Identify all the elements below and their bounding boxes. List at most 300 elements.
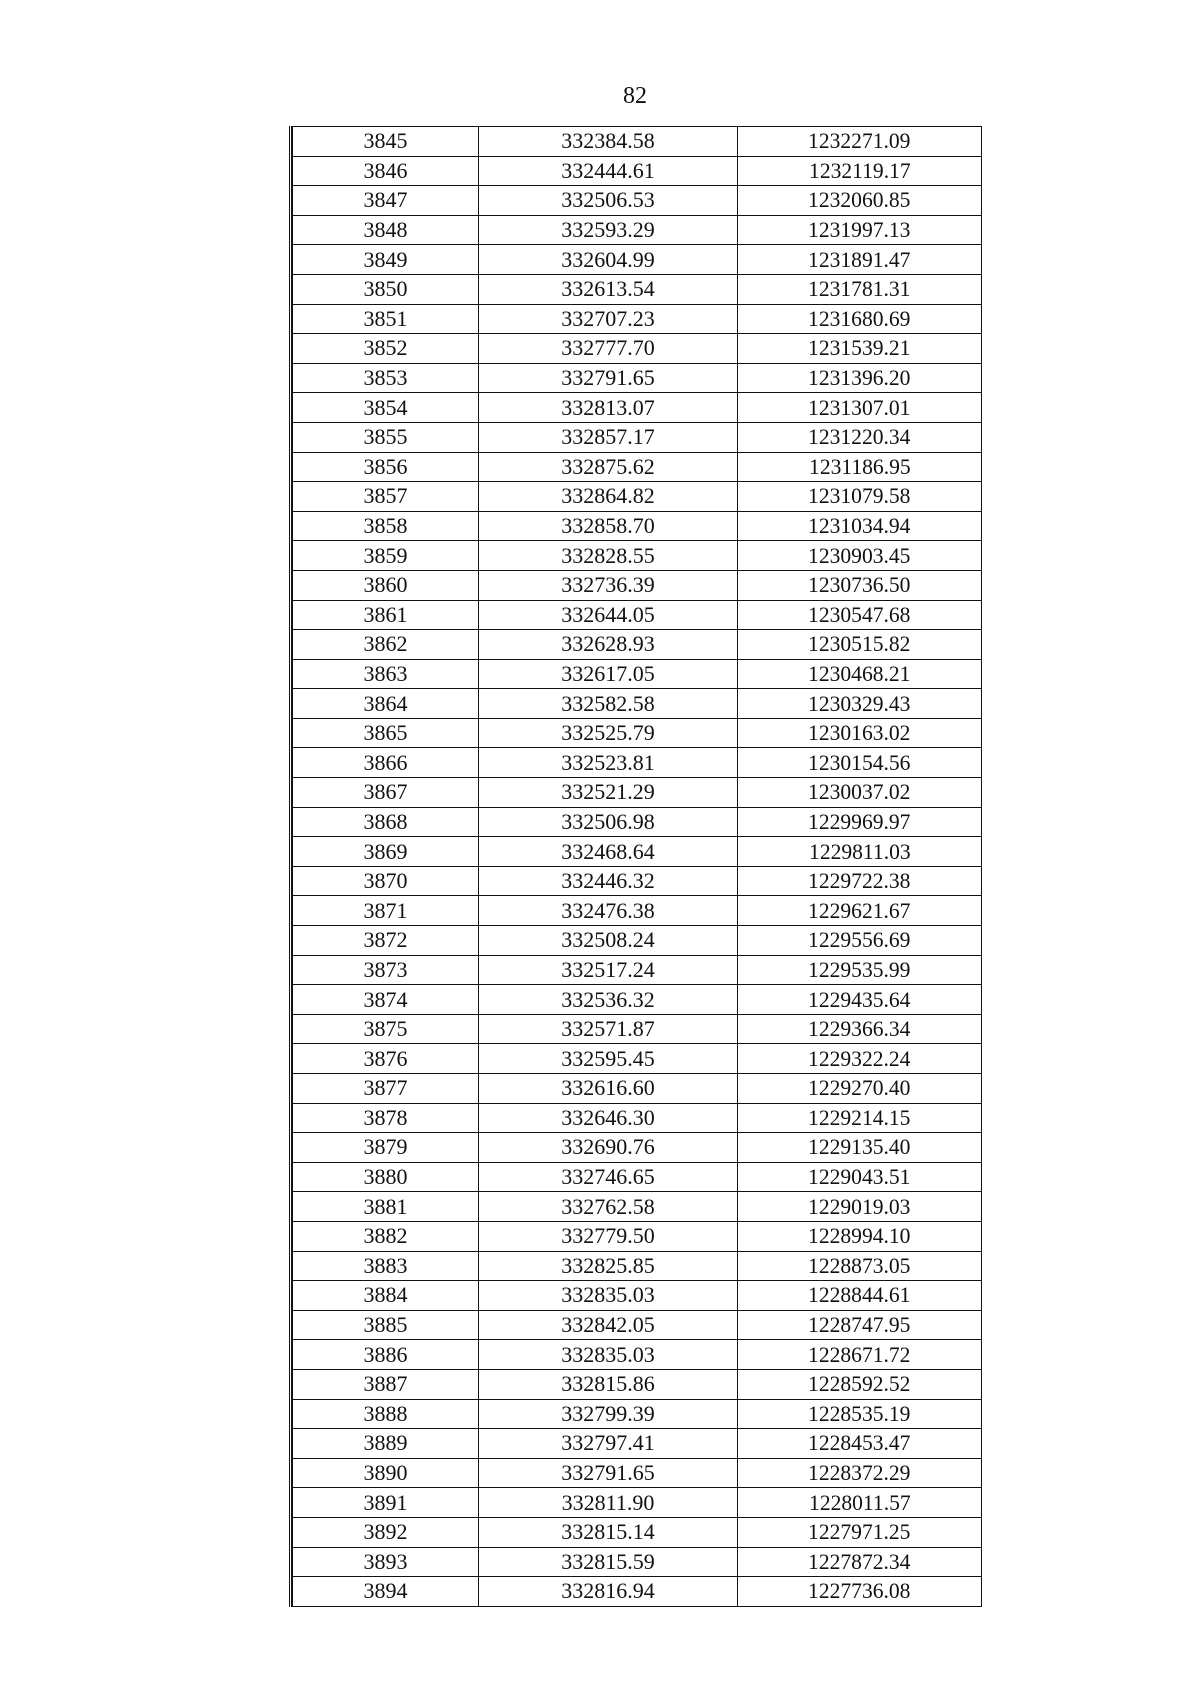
x-coordinate-cell	[479, 837, 738, 867]
x-coordinate-cell	[479, 304, 738, 334]
cell-text: 3845	[363, 128, 408, 154]
point-number-cell	[293, 1340, 479, 1370]
cell-text: 332582.58	[561, 690, 655, 716]
y-coordinate-cell	[738, 866, 982, 896]
point-number-cell	[293, 304, 479, 334]
x-coordinate-cell	[479, 748, 738, 778]
cell-text: 332628.93	[561, 631, 655, 657]
cell-text: 3862	[363, 631, 408, 657]
table-row	[293, 1429, 982, 1459]
x-coordinate-cell	[479, 1251, 738, 1281]
cell-text: 1231034.94	[808, 513, 911, 539]
cell-text: 1228671.72	[808, 1341, 911, 1367]
point-number-cell	[293, 1310, 479, 1340]
table-row	[293, 659, 982, 689]
x-coordinate-cell	[479, 511, 738, 541]
point-number-cell	[293, 393, 479, 423]
cell-text: 332875.62	[561, 453, 655, 479]
table-row	[293, 1103, 982, 1133]
cell-text: 332523.81	[561, 749, 655, 775]
table-row	[293, 1399, 982, 1429]
cell-text: 1230037.02	[808, 779, 911, 805]
cell-text: 332797.41	[561, 1430, 655, 1456]
y-coordinate-cell	[738, 1133, 982, 1163]
cell-text: 3860	[363, 572, 408, 598]
x-coordinate-cell	[479, 1340, 738, 1370]
cell-text: 3885	[363, 1312, 408, 1338]
cell-text: 1230163.02	[808, 720, 911, 746]
cell-text: 3874	[363, 986, 408, 1012]
x-coordinate-cell	[479, 1399, 738, 1429]
cell-text: 3849	[363, 246, 408, 272]
cell-text: 1230547.68	[808, 601, 911, 627]
cell-text: 3848	[363, 217, 408, 243]
x-coordinate-cell	[479, 807, 738, 837]
point-number-cell	[293, 985, 479, 1015]
y-coordinate-cell	[738, 422, 982, 452]
y-coordinate-cell	[738, 837, 982, 867]
y-coordinate-cell	[738, 1014, 982, 1044]
cell-text: 3887	[363, 1371, 408, 1397]
x-coordinate-cell	[479, 1162, 738, 1192]
point-number-cell	[293, 1458, 479, 1488]
point-number-cell	[293, 334, 479, 364]
cell-text: 332595.45	[561, 1045, 655, 1071]
point-number-cell	[293, 511, 479, 541]
cell-text: 1231997.13	[808, 217, 911, 243]
y-coordinate-cell	[738, 985, 982, 1015]
cell-text: 332864.82	[561, 483, 655, 509]
y-coordinate-cell	[738, 1369, 982, 1399]
point-number-cell	[293, 1044, 479, 1074]
cell-text: 332811.90	[561, 1489, 655, 1515]
table-row	[293, 186, 982, 216]
point-number-cell	[293, 1399, 479, 1429]
y-coordinate-cell	[738, 1340, 982, 1370]
cell-text: 3857	[363, 483, 408, 509]
cell-text: 1228592.52	[808, 1371, 911, 1397]
y-coordinate-cell	[738, 1192, 982, 1222]
cell-text: 3866	[363, 749, 408, 775]
x-coordinate-cell	[479, 1103, 738, 1133]
point-number-cell	[293, 1517, 479, 1547]
cell-text: 3864	[363, 690, 408, 716]
point-number-cell	[293, 452, 479, 482]
point-number-cell	[293, 778, 479, 808]
table-row	[293, 1488, 982, 1518]
table-row	[293, 1044, 982, 1074]
y-coordinate-cell	[738, 1162, 982, 1192]
cell-text: 1230736.50	[808, 572, 911, 598]
cell-text: 1229969.97	[808, 808, 911, 834]
x-coordinate-cell	[479, 482, 738, 512]
y-coordinate-cell	[738, 127, 982, 157]
cell-text: 3881	[363, 1193, 408, 1219]
table-row	[293, 1281, 982, 1311]
point-number-cell	[293, 1429, 479, 1459]
cell-text: 332525.79	[561, 720, 655, 746]
table-row	[293, 156, 982, 186]
cell-text: 1227736.08	[808, 1578, 911, 1604]
cell-text: 332690.76	[561, 1134, 655, 1160]
y-coordinate-cell	[738, 1103, 982, 1133]
point-number-cell	[293, 1369, 479, 1399]
table-row	[293, 127, 982, 157]
x-coordinate-cell	[479, 718, 738, 748]
cell-text: 332746.65	[561, 1164, 655, 1190]
point-number-cell	[293, 718, 479, 748]
cell-text: 332813.07	[561, 394, 655, 420]
table-row	[293, 807, 982, 837]
point-number-cell	[293, 245, 479, 275]
cell-text: 332613.54	[561, 276, 655, 302]
x-coordinate-cell	[479, 1547, 738, 1577]
table-row	[293, 630, 982, 660]
cell-text: 3880	[363, 1164, 408, 1190]
x-coordinate-cell	[479, 334, 738, 364]
table-row	[293, 215, 982, 245]
point-number-cell	[293, 896, 479, 926]
y-coordinate-cell	[738, 1399, 982, 1429]
point-number-cell	[293, 482, 479, 512]
cell-text: 332476.38	[561, 897, 655, 923]
cell-text: 3859	[363, 542, 408, 568]
coordinates-table-wrapper	[289, 126, 982, 1607]
x-coordinate-cell	[479, 926, 738, 956]
y-coordinate-cell	[738, 570, 982, 600]
cell-text: 3852	[363, 335, 408, 361]
table-row	[293, 245, 982, 275]
cell-text: 332825.85	[561, 1252, 655, 1278]
x-coordinate-cell	[479, 422, 738, 452]
y-coordinate-cell	[738, 1074, 982, 1104]
cell-text: 332828.55	[561, 542, 655, 568]
cell-text: 3877	[363, 1075, 408, 1101]
point-number-cell	[293, 1221, 479, 1251]
x-coordinate-cell	[479, 245, 738, 275]
table-row	[293, 600, 982, 630]
cell-text: 332779.50	[561, 1223, 655, 1249]
cell-text: 3855	[363, 424, 408, 450]
cell-text: 3872	[363, 927, 408, 953]
x-coordinate-cell	[479, 1014, 738, 1044]
x-coordinate-cell	[479, 1429, 738, 1459]
point-number-cell	[293, 541, 479, 571]
point-number-cell	[293, 659, 479, 689]
cell-text: 332444.61	[561, 157, 655, 183]
x-coordinate-cell	[479, 1458, 738, 1488]
x-coordinate-cell	[479, 1517, 738, 1547]
y-coordinate-cell	[738, 1221, 982, 1251]
cell-text: 332506.53	[561, 187, 655, 213]
x-coordinate-cell	[479, 1577, 738, 1607]
cell-text: 3890	[363, 1460, 408, 1486]
x-coordinate-cell	[479, 127, 738, 157]
cell-text: 3847	[363, 187, 408, 213]
cell-text: 3869	[363, 838, 408, 864]
point-number-cell	[293, 807, 479, 837]
table-row	[293, 1369, 982, 1399]
cell-text: 1232119.17	[808, 157, 911, 183]
y-coordinate-cell	[738, 1458, 982, 1488]
cell-text: 1229435.64	[808, 986, 911, 1012]
x-coordinate-cell	[479, 1281, 738, 1311]
y-coordinate-cell	[738, 393, 982, 423]
table-row	[293, 955, 982, 985]
cell-text: 332617.05	[561, 660, 655, 686]
cell-text: 3891	[363, 1489, 408, 1515]
table-row	[293, 926, 982, 956]
cell-text: 1229811.03	[808, 838, 911, 864]
y-coordinate-cell	[738, 718, 982, 748]
cell-text: 332604.99	[561, 246, 655, 272]
x-coordinate-cell	[479, 452, 738, 482]
x-coordinate-cell	[479, 570, 738, 600]
table-row	[293, 1074, 982, 1104]
cell-text: 332777.70	[561, 335, 655, 361]
table-row	[293, 896, 982, 926]
cell-text: 3882	[363, 1223, 408, 1249]
table-row	[293, 1251, 982, 1281]
point-number-cell	[293, 156, 479, 186]
cell-text: 1229019.03	[808, 1193, 911, 1219]
cell-text: 332508.24	[561, 927, 655, 953]
x-coordinate-cell	[479, 393, 738, 423]
x-coordinate-cell	[479, 274, 738, 304]
table-row	[293, 570, 982, 600]
x-coordinate-cell	[479, 1074, 738, 1104]
cell-text: 3867	[363, 779, 408, 805]
table-row	[293, 866, 982, 896]
cell-text: 3868	[363, 808, 408, 834]
point-number-cell	[293, 1103, 479, 1133]
cell-text: 332571.87	[561, 1016, 655, 1042]
table-row	[293, 1221, 982, 1251]
x-coordinate-cell	[479, 630, 738, 660]
y-coordinate-cell	[738, 1547, 982, 1577]
x-coordinate-cell	[479, 541, 738, 571]
point-number-cell	[293, 1162, 479, 1192]
table-row	[293, 393, 982, 423]
cell-text: 332521.29	[561, 779, 655, 805]
table-row	[293, 304, 982, 334]
cell-text: 3892	[363, 1519, 408, 1545]
table-row	[293, 718, 982, 748]
cell-text: 3853	[363, 365, 408, 391]
x-coordinate-cell	[479, 1133, 738, 1163]
cell-text: 3889	[363, 1430, 408, 1456]
cell-text: 3856	[363, 453, 408, 479]
cell-text: 332858.70	[561, 513, 655, 539]
x-coordinate-cell	[479, 955, 738, 985]
y-coordinate-cell	[738, 600, 982, 630]
cell-text: 332815.14	[561, 1519, 655, 1545]
table-row	[293, 274, 982, 304]
cell-text: 3851	[363, 305, 408, 331]
point-number-cell	[293, 363, 479, 393]
table-row	[293, 778, 982, 808]
point-number-cell	[293, 748, 479, 778]
y-coordinate-cell	[738, 778, 982, 808]
cell-text: 3873	[363, 956, 408, 982]
table-row	[293, 1547, 982, 1577]
y-coordinate-cell	[738, 186, 982, 216]
y-coordinate-cell	[738, 807, 982, 837]
point-number-cell	[293, 1251, 479, 1281]
y-coordinate-cell	[738, 334, 982, 364]
cell-text: 332842.05	[561, 1312, 655, 1338]
x-coordinate-cell	[479, 896, 738, 926]
page-number: 82	[623, 83, 647, 109]
cell-text: 3863	[363, 660, 408, 686]
cell-text: 1230329.43	[808, 690, 911, 716]
cell-text: 3894	[363, 1578, 408, 1604]
table-row	[293, 511, 982, 541]
y-coordinate-cell	[738, 1429, 982, 1459]
table-row	[293, 1133, 982, 1163]
cell-text: 3850	[363, 276, 408, 302]
table-row	[293, 482, 982, 512]
coordinates-table-body	[293, 127, 982, 1607]
cell-text: 1228011.57	[808, 1489, 911, 1515]
cell-text: 332536.32	[561, 986, 655, 1012]
x-coordinate-cell	[479, 778, 738, 808]
point-number-cell	[293, 1281, 479, 1311]
table-row	[293, 837, 982, 867]
x-coordinate-cell	[479, 215, 738, 245]
y-coordinate-cell	[738, 1251, 982, 1281]
point-number-cell	[293, 1014, 479, 1044]
cell-text: 3879	[363, 1134, 408, 1160]
y-coordinate-cell	[738, 630, 982, 660]
y-coordinate-cell	[738, 1517, 982, 1547]
table-row	[293, 1192, 982, 1222]
cell-text: 1229722.38	[808, 868, 911, 894]
cell-text: 332857.17	[561, 424, 655, 450]
point-number-cell	[293, 837, 479, 867]
cell-text: 332835.03	[561, 1341, 655, 1367]
cell-text: 1228747.95	[808, 1312, 911, 1338]
y-coordinate-cell	[738, 689, 982, 719]
cell-text: 332384.58	[561, 128, 655, 154]
cell-text: 1227872.34	[808, 1548, 911, 1574]
cell-text: 1228535.19	[808, 1400, 911, 1426]
point-number-cell	[293, 274, 479, 304]
cell-text: 332707.23	[561, 305, 655, 331]
x-coordinate-cell	[479, 866, 738, 896]
table-row	[293, 1310, 982, 1340]
cell-text: 332644.05	[561, 601, 655, 627]
cell-text: 1230154.56	[808, 749, 911, 775]
y-coordinate-cell	[738, 245, 982, 275]
cell-text: 332816.94	[561, 1578, 655, 1604]
cell-text: 3888	[363, 1400, 408, 1426]
cell-text: 1231307.01	[808, 394, 911, 420]
cell-text: 1231891.47	[808, 246, 911, 272]
y-coordinate-cell	[738, 156, 982, 186]
point-number-cell	[293, 1547, 479, 1577]
cell-text: 1231539.21	[808, 335, 911, 361]
point-number-cell	[293, 600, 479, 630]
cell-text: 1228844.61	[808, 1282, 911, 1308]
cell-text: 332593.29	[561, 217, 655, 243]
cell-text: 1228453.47	[808, 1430, 911, 1456]
cell-text: 332468.64	[561, 838, 655, 864]
table-row	[293, 1014, 982, 1044]
cell-text: 3876	[363, 1045, 408, 1071]
cell-text: 3878	[363, 1104, 408, 1130]
x-coordinate-cell	[479, 1192, 738, 1222]
y-coordinate-cell	[738, 215, 982, 245]
cell-text: 332791.65	[561, 365, 655, 391]
y-coordinate-cell	[738, 511, 982, 541]
cell-text: 1230468.21	[808, 660, 911, 686]
y-coordinate-cell	[738, 1488, 982, 1518]
cell-text: 1228873.05	[808, 1252, 911, 1278]
cell-text: 3846	[363, 157, 408, 183]
cell-text: 332791.65	[561, 1460, 655, 1486]
y-coordinate-cell	[738, 304, 982, 334]
y-coordinate-cell	[738, 748, 982, 778]
cell-text: 3883	[363, 1252, 408, 1278]
cell-text: 332762.58	[561, 1193, 655, 1219]
point-number-cell	[293, 630, 479, 660]
y-coordinate-cell	[738, 1577, 982, 1607]
y-coordinate-cell	[738, 659, 982, 689]
cell-text: 1231220.34	[808, 424, 911, 450]
table-row	[293, 541, 982, 571]
point-number-cell	[293, 1577, 479, 1607]
table-row	[293, 1577, 982, 1607]
point-number-cell	[293, 866, 479, 896]
table-row	[293, 985, 982, 1015]
y-coordinate-cell	[738, 482, 982, 512]
y-coordinate-cell	[738, 1044, 982, 1074]
table-row	[293, 1517, 982, 1547]
cell-text: 332835.03	[561, 1282, 655, 1308]
y-coordinate-cell	[738, 452, 982, 482]
x-coordinate-cell	[479, 186, 738, 216]
cell-text: 332799.39	[561, 1400, 655, 1426]
cell-text: 1229322.24	[808, 1045, 911, 1071]
cell-text: 332736.39	[561, 572, 655, 598]
cell-text: 3854	[363, 394, 408, 420]
x-coordinate-cell	[479, 363, 738, 393]
cell-text: 1229366.34	[808, 1016, 911, 1042]
cell-text: 1229043.51	[808, 1164, 911, 1190]
point-number-cell	[293, 1192, 479, 1222]
point-number-cell	[293, 955, 479, 985]
cell-text: 1227971.25	[808, 1519, 911, 1545]
table-row	[293, 363, 982, 393]
x-coordinate-cell	[479, 985, 738, 1015]
cell-text: 1229556.69	[808, 927, 911, 953]
table-row	[293, 748, 982, 778]
y-coordinate-cell	[738, 896, 982, 926]
cell-text: 1229135.40	[808, 1134, 911, 1160]
cell-text: 1230903.45	[808, 542, 911, 568]
point-number-cell	[293, 689, 479, 719]
y-coordinate-cell	[738, 926, 982, 956]
cell-text: 332506.98	[561, 808, 655, 834]
cell-text: 332446.32	[561, 868, 655, 894]
table-row	[293, 689, 982, 719]
cell-text: 1231079.58	[808, 483, 911, 509]
cell-text: 332646.30	[561, 1104, 655, 1130]
point-number-cell	[293, 186, 479, 216]
x-coordinate-cell	[479, 1369, 738, 1399]
y-coordinate-cell	[738, 274, 982, 304]
